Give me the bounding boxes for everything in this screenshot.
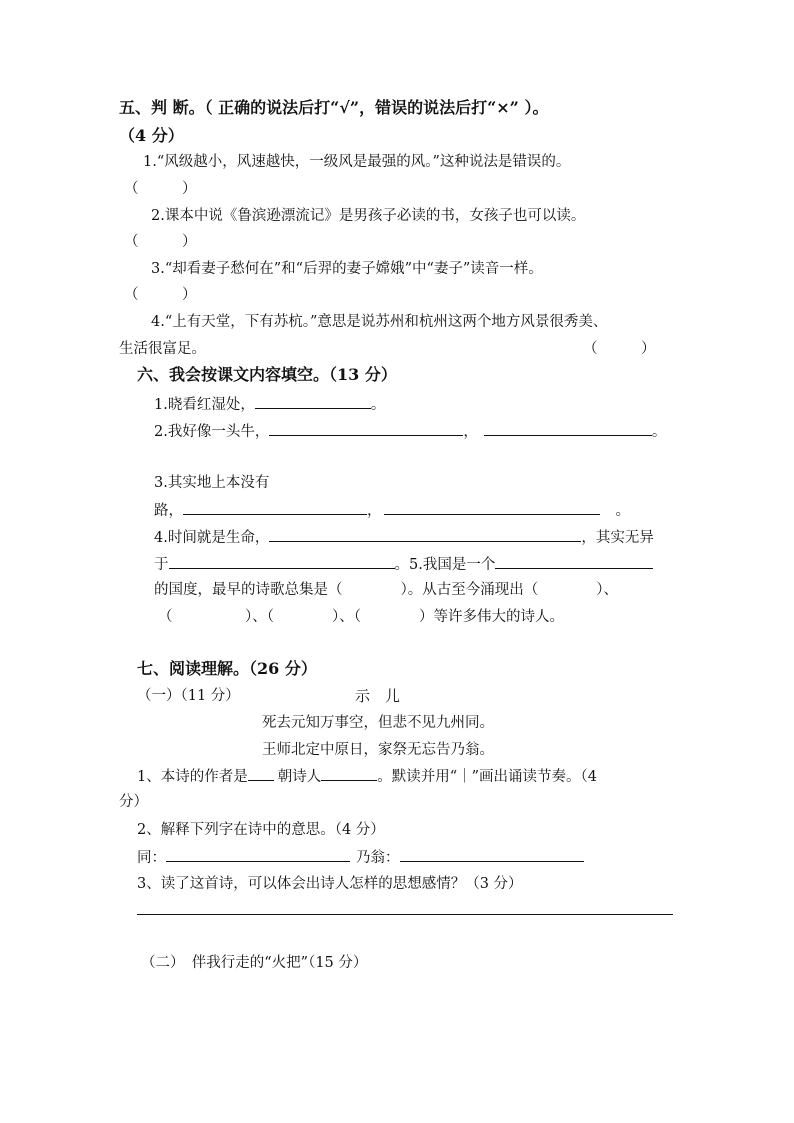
- fill-q4-blank-2[interactable]: [169, 554, 395, 569]
- fill-q2: [154, 421, 666, 442]
- section5-title: 五、判 断。（ 正确的说法后打“√”，错误的说法后打“×” ）。: [119, 98, 549, 117]
- fill-q3: [154, 500, 630, 521]
- reading-q1-text: 1、本诗的作者是: [137, 769, 248, 785]
- judge-answer-4[interactable]: （ ）: [583, 341, 656, 357]
- reading-q2-naiweng: 乃翁：: [356, 850, 400, 866]
- judge-answer-2[interactable]: （ ）: [124, 234, 197, 250]
- fill-q4-tail: ，其实无异: [581, 530, 654, 546]
- poem-line-1: 死去元知万事空，但悲不见九州同。: [262, 715, 494, 731]
- fill-q3-blank-1[interactable]: [183, 500, 367, 515]
- fill-q1-blank[interactable]: [255, 394, 371, 409]
- judge-answer-1[interactable]: （ ）: [124, 181, 197, 197]
- fill-q2-comma: ，: [463, 424, 478, 440]
- fill-q5-text: 。5.我国是一个: [394, 557, 496, 573]
- judge-item-2: 2.课本中说《鲁滨逊漂流记》是男孩子必读的书，女孩子也可以读。: [151, 208, 586, 224]
- fill-q4: [154, 527, 654, 548]
- poem-line-2: 王师北定中原日，家祭无忘告乃翁。: [262, 742, 494, 758]
- fill-q4-blank-1[interactable]: [269, 527, 581, 542]
- fill-q5-line3: （ ）、（ ）、（ ）等许多伟大的诗人。: [158, 609, 564, 625]
- reading-q2-tong: 同：: [137, 850, 166, 866]
- poem-title: 示 儿: [355, 687, 401, 705]
- fill-q1-text: 1.晓看红湿处，: [154, 397, 255, 413]
- fill-q5-blank-1[interactable]: [495, 554, 653, 569]
- fill-q1: [154, 394, 385, 415]
- judge-item-1: 1.“风级越小，风速越快，一级风是最强的风。”这种说法是错误的。: [143, 154, 571, 170]
- reading-q2-blank-1[interactable]: [166, 847, 350, 862]
- section6-title: 六、我会按课文内容填空。（13 分）: [137, 365, 397, 384]
- reading-q1-blank-1[interactable]: [248, 766, 274, 781]
- fill-q4-q5: [154, 554, 653, 575]
- fill-q4-lead: 于: [154, 557, 169, 573]
- fill-q3-text: 3.其实地上本没有: [154, 475, 270, 491]
- fill-q5-line2: 的国度，最早的诗歌总集是（ ）。从古至今涌现出（ ）、: [154, 582, 618, 598]
- reading-q2-blank-2[interactable]: [400, 847, 584, 862]
- judge-item-4-cont: 生活很富足。: [119, 341, 206, 357]
- fill-q4-text: 4.时间就是生命，: [154, 530, 270, 546]
- reading-q2: 2、解释下列字在诗中的意思。（4 分）: [137, 822, 385, 838]
- fill-q3-blank-2[interactable]: [384, 500, 600, 515]
- judge-answer-3[interactable]: （ ）: [124, 287, 197, 303]
- section7-title: 七、阅读理解。（26 分）: [137, 659, 317, 678]
- judge-item-4: 4.“上有天堂，下有苏杭。”意思是说苏州和杭州这两个地方风景很秀美、: [151, 314, 608, 330]
- reading-q1-cont: 分）: [119, 794, 148, 810]
- reading-part2-label: （二） 伴我行走的“火把”（15 分）: [141, 955, 368, 971]
- reading-q2-fill: [137, 847, 584, 868]
- fill-q2-blank-2[interactable]: [484, 421, 652, 436]
- fill-q1-end: 。: [370, 397, 386, 413]
- reading-q1-blank-2[interactable]: [321, 766, 377, 781]
- reading-q3-answer-line[interactable]: [137, 914, 673, 915]
- reading-q3: 3、读了这首诗，可以体会出诗人怎样的思想感情？（3 分）: [137, 876, 523, 892]
- fill-q3-lead: 路，: [154, 503, 183, 519]
- fill-q2-end: 。: [651, 424, 667, 440]
- reading-q1-mid: 朝诗人: [277, 769, 322, 785]
- reading-q1: [137, 766, 597, 787]
- fill-q3-end: 。: [615, 503, 630, 519]
- reading-q1-tail: 。默读并用“｜”画出诵读节奏。（4: [377, 769, 598, 785]
- fill-q2-text: 2.我好像一头牛，: [154, 424, 270, 440]
- fill-q3-comma: ，: [367, 503, 382, 519]
- fill-q2-blank-1[interactable]: [269, 421, 463, 436]
- judge-item-3: 3.“却看妻子愁何在”和“后羿的妻子嫦娥”中“妻子”读音一样。: [151, 261, 543, 277]
- section5-score: （4 分）: [119, 126, 184, 145]
- reading-part1-label: （一）（11 分）: [137, 688, 240, 704]
